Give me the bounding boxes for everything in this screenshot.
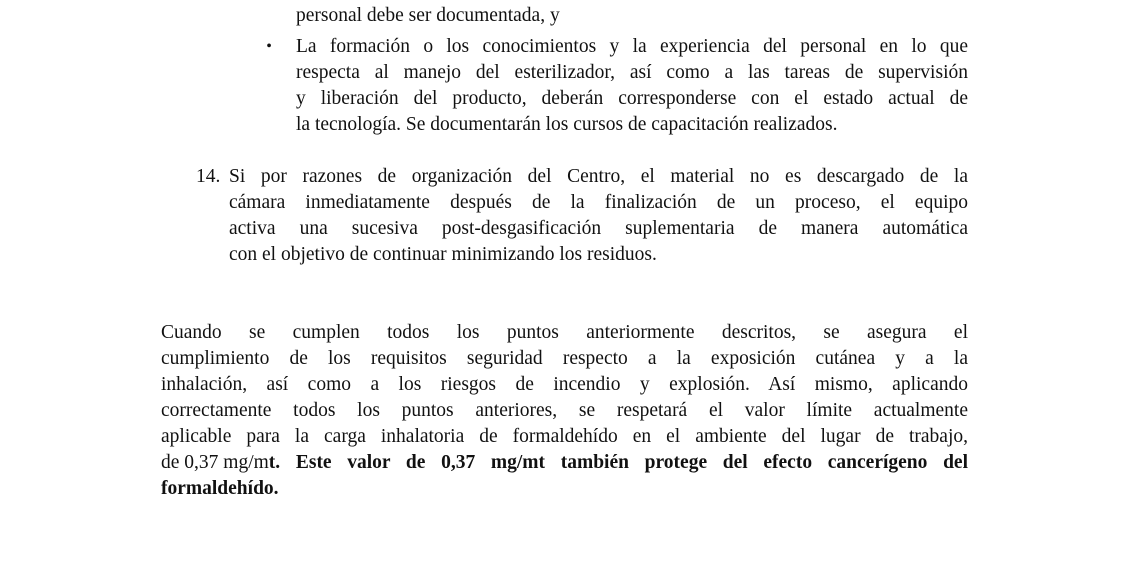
item-number: 14. — [196, 166, 221, 187]
conclusion-line: correctamente todos los puntos anteriores, se respetará el valor límite actualmente — [161, 400, 968, 421]
item-14-text-line: con el objetivo de continuar minimizando los residuos. — [229, 244, 657, 265]
bullet-icon: • — [266, 38, 272, 55]
conclusion-line: cumplimiento de los requisitos seguridad respecto a la exposición cutánea y a la — [161, 348, 968, 369]
conclusion-normal-text: de 0,37 mg/m — [161, 452, 269, 473]
bullet-continuation-line: personal debe ser documentada, y — [296, 5, 560, 26]
conclusion-bold-line: formaldehído. — [161, 478, 279, 499]
conclusion-line-mixed — [161, 450, 968, 476]
bullet-text-line: La formación o los conocimientos y la experiencia del personal en lo que — [296, 36, 968, 57]
item-14-text-line: cámara inmediatamente después de la finalización de un proceso, el equipo — [229, 192, 968, 213]
item-14-text-line: activa una sucesiva post-desgasificación suplementaria de manera automática — [229, 218, 968, 239]
conclusion-line: Cuando se cumplen todos los puntos anteriormente descritos, se asegura el — [161, 322, 968, 343]
conclusion-bold-text: t. Este valor de 0,37 mg/mt también protege del efecto cancerígeno del — [268, 452, 968, 473]
conclusion-line: aplicable para la carga inhalatoria de formaldehído en el ambiente del lugar de trabajo, — [161, 426, 968, 447]
bullet-text-line: la tecnología. Se documentarán los cursos de capacitación realizados. — [296, 114, 838, 135]
conclusion-line: inhalación, así como a los riesgos de incendio y explosión. Así mismo, aplicando — [161, 374, 968, 395]
item-14-text-line: Si por razones de organización del Centro, el material no es descargado de la — [229, 166, 968, 187]
bullet-text-line: respecta al manejo del esterilizador, así como a las tareas de supervisión — [296, 62, 968, 83]
bullet-text-line: y liberación del producto, deberán corresponderse con el estado actual de — [296, 88, 968, 109]
